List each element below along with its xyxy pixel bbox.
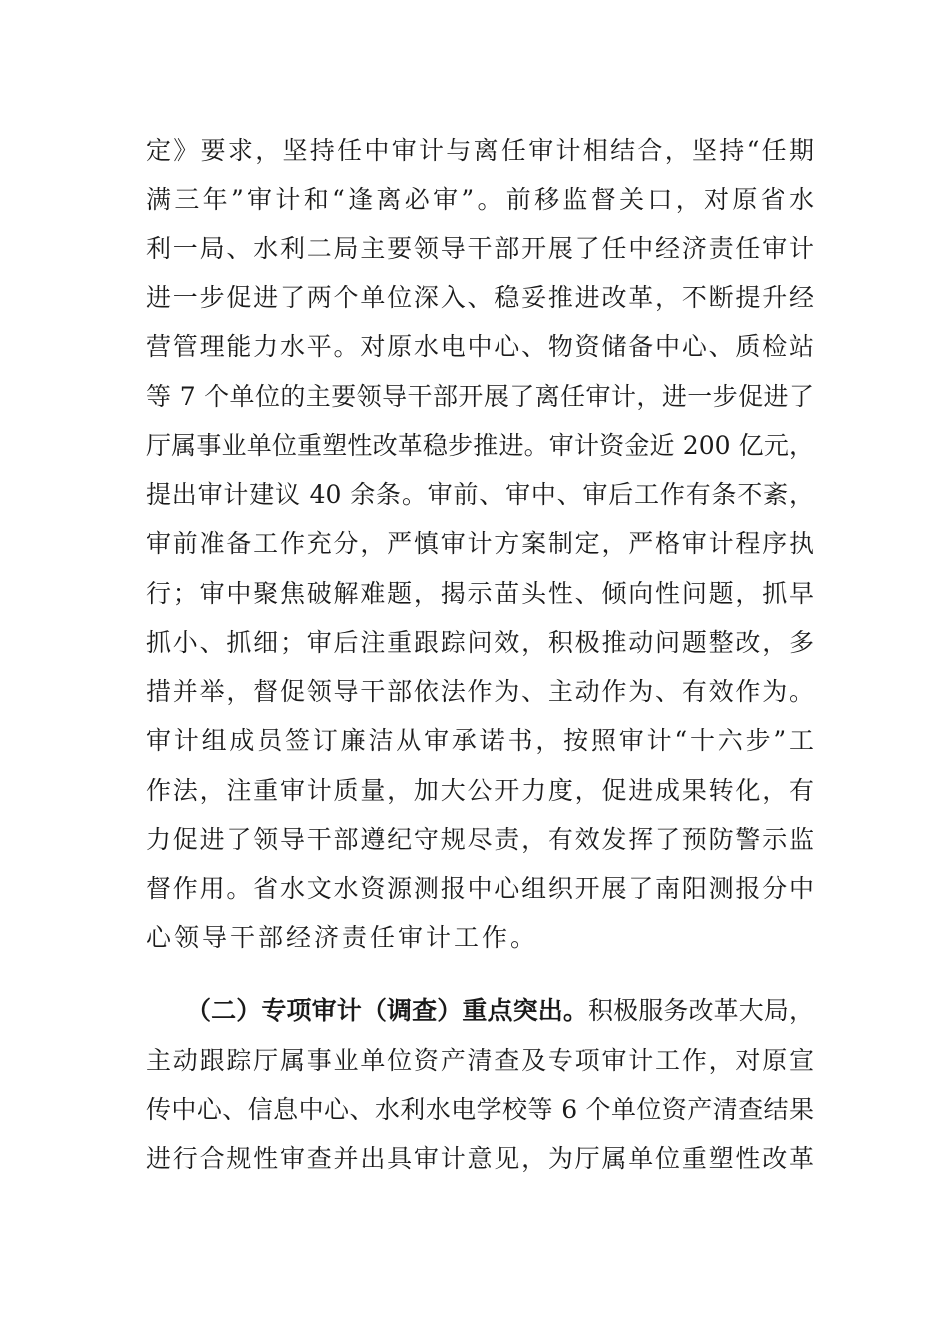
section-heading: （二）专项审计（调查）重点突出。 (186, 996, 588, 1025)
body-text-line: 措并举，督促领导干部依法作为、主动作为、有效作为。 (146, 677, 814, 706)
body-text-line: 作法，注重审计质量，加大公开力度，促进成果转化，有 (146, 776, 814, 805)
body-text-line: 力促进了领导干部遵纪守规尽责，有效发挥了预防警示监 (146, 825, 814, 854)
body-text-line: 提出审计建议 40 余条。审前、审中、审后工作有条不紊， (146, 480, 814, 509)
body-text-line: 主动跟踪厅属事业单位资产清查及专项审计工作，对原宣 (146, 1046, 814, 1075)
body-text-line: 传中心、信息中心、水利水电学校等 6 个单位资产清查结果 (146, 1095, 814, 1124)
body-text-line: 行；审中聚焦破解难题，揭示苗头性、倾向性问题，抓早 (146, 579, 814, 608)
body-text-line: 审计组成员签订廉洁从审承诺书，按照审计“十六步”工 (146, 726, 814, 755)
body-text-line: 满三年”审计和“逢离必审”。前移监督关口，对原省水 (146, 185, 814, 214)
body-text-line: 心领导干部经济责任审计工作。 (146, 923, 539, 952)
body-text-line: 营管理能力水平。对原水电中心、物资储备中心、质检站 (146, 332, 814, 361)
body-text-line: 抓小、抓细；审后注重跟踪问效，积极推动问题整改，多 (146, 628, 814, 657)
body-text-line: 利一局、水利二局主要领导干部开展了任中经济责任审计 (146, 234, 814, 263)
body-text-line: 等 7 个单位的主要领导干部开展了离任审计，进一步促进了 (146, 382, 814, 411)
body-text-line: 厅属事业单位重塑性改革稳步推进。审计资金近 200 亿元， (146, 431, 814, 460)
section-heading-continuation: 积极服务改革大局， (587, 996, 814, 1025)
body-text-line: 定》要求，坚持任中审计与离任审计相结合，坚持“任期 (146, 136, 814, 165)
body-text-line: 进行合规性审查并出具审计意见，为厅属单位重塑性改革 (146, 1144, 814, 1173)
body-text-line: 督作用。省水文水资源测报中心组织开展了南阳测报分中 (146, 874, 814, 903)
body-text-line: 审前准备工作充分，严慎审计方案制定，严格审计程序执 (146, 529, 814, 558)
body-text-line: 进一步促进了两个单位深入、稳妥推进改革，不断提升经 (146, 283, 814, 312)
section-heading-line (186, 991, 814, 1031)
